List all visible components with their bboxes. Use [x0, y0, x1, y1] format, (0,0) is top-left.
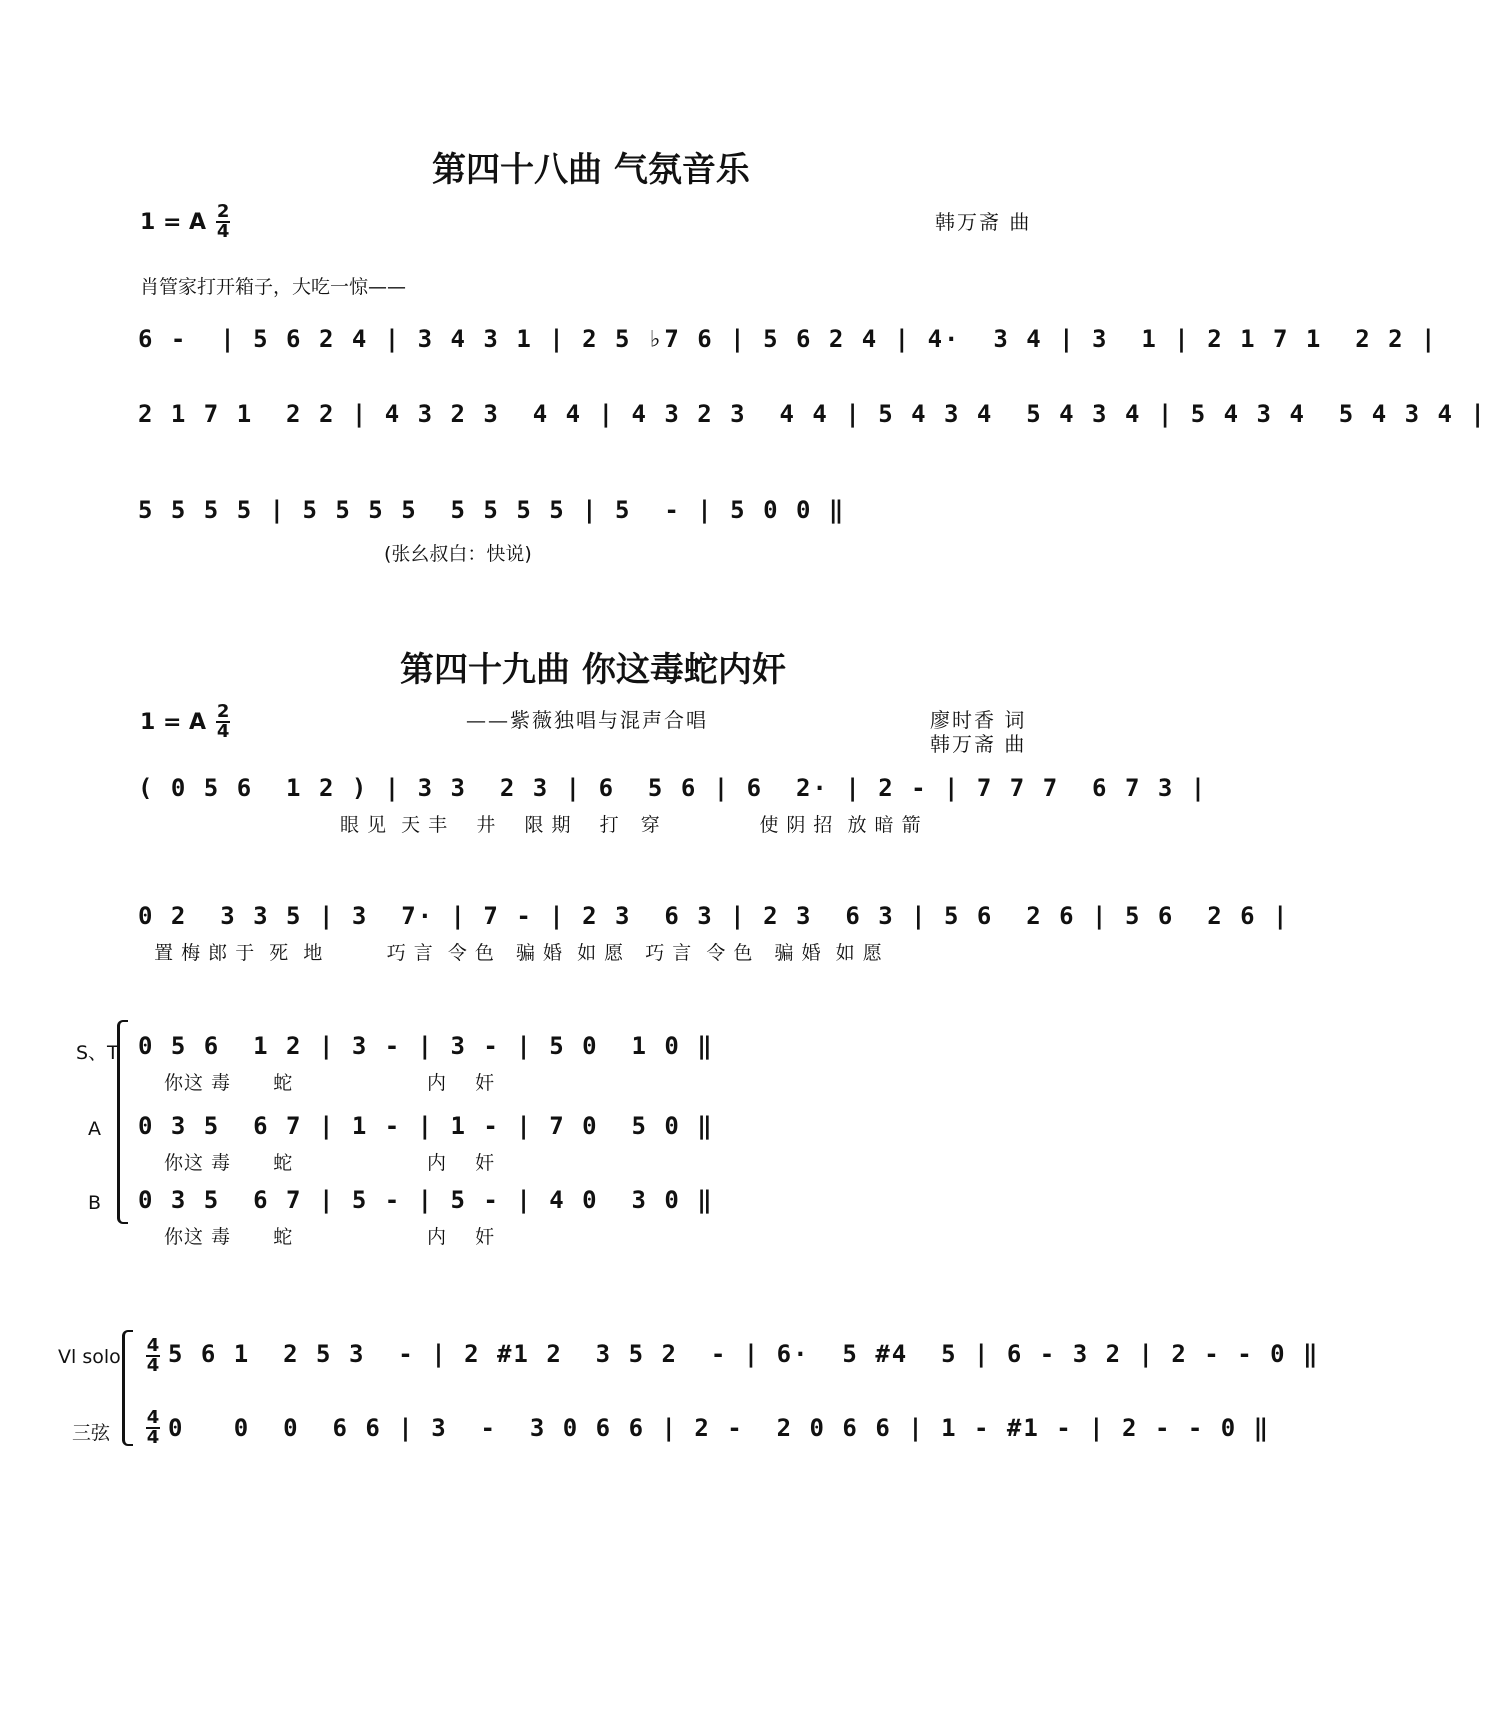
piece48-staff-row-2: 2 1 7 1 2 2 | 4 3 2 3 4 4 | 4 3 2 3 4 4 | 5 4 3 4 5 4 3 4 | 5 4 3 4 5 4 3 4 |: [138, 400, 1487, 428]
piece49-title: 第四十九曲 你这毒蛇内奸: [400, 650, 786, 690]
piece48-speech-note: (张幺叔白：快说): [384, 543, 532, 565]
part-sanxian-notes: 0 0 0 6 6 | 3 - 3 0 6 6 | 2 - 2 0 6 6 | 1 - #1 - | 2 - - 0 ‖: [168, 1414, 1271, 1442]
piece48-title: 第四十八曲 气氛音乐: [432, 150, 750, 190]
part-alto-lyrics: 你这 毒 蛇 内 奸: [164, 1152, 496, 1174]
part-soprano-tenor-lyrics: 你这 毒 蛇 内 奸: [164, 1072, 496, 1094]
part-label-alto: A: [88, 1118, 101, 1140]
piece48-stage-note: 肖管家打开箱子，大吃一惊——: [140, 276, 407, 298]
sanxian-time-signature: $\frac{4}{4}$: [146, 1407, 160, 1448]
piece48-staff-row-1: 6 - | 5 6 2 4 | 3 4 3 1 | 2 5 ♭7 6 | 5 6 2 4 | 4· 3 4 | 3 1 | 2 1 7 1 2 2 |: [138, 325, 1438, 353]
part-alto-notes: 0 3 5 6 7 | 1 - | 1 - | 7 0 5 0 ‖: [138, 1112, 714, 1140]
piece49-lyrics-row-1: 眼 见 天 丰 井 限 期 打 穿 使 阴 招 放 暗 箭: [340, 814, 922, 836]
part-soprano-tenor-notes: 0 5 6 1 2 | 3 - | 3 - | 5 0 1 0 ‖: [138, 1032, 714, 1060]
part-label-sanxian: 三弦: [72, 1422, 111, 1444]
violin-time-signature: $\frac{4}{4}$: [146, 1335, 160, 1376]
piece49-staff-row-1: ( 0 5 6 1 2 ) | 3 3 2 3 | 6 5 6 | 6 2· | 2 - | 7 7 7 6 7 3 |: [138, 774, 1208, 802]
piece49-key-signature: [140, 701, 230, 742]
part-violin-solo-notes: 5 6 1 2 5 3 - | 2 #1 2 3 5 2 - | 6· 5 #4 5 | 6 - 3 2 | 2 - - 0 ‖: [168, 1340, 1320, 1368]
piece48-key: 1 = A: [140, 209, 207, 235]
piece49-lyrics-row-2: 置 梅 郎 于 死 地 巧 言 令 色 骗 婚 如 愿 巧 言 令 色 骗 婚 如 愿: [140, 942, 883, 964]
part-label-soprano-tenor: S、T: [76, 1042, 119, 1064]
piece49-key: 1 = A: [140, 709, 207, 735]
piece49-composer: 韩万斋 曲: [930, 732, 1027, 756]
piece48-staff-row-3: 5 5 5 5 | 5 5 5 5 5 5 5 5 | 5 - | 5 0 0 ‖: [138, 496, 846, 524]
piece49-subtitle: ——紫薇独唱与混声合唱: [466, 708, 708, 732]
piece48-key-signature: [140, 201, 230, 242]
part-label-bass: B: [88, 1192, 102, 1214]
piece49-lyricist: 廖时香 词: [930, 708, 1027, 732]
part-bass-notes: 0 3 5 6 7 | 5 - | 5 - | 4 0 3 0 ‖: [138, 1186, 714, 1214]
piece49-time-signature: $\frac{2}{4}$: [216, 701, 230, 742]
part-label-violin-solo: Vl solo: [58, 1346, 121, 1368]
piece48-composer: 韩万斋 曲: [935, 210, 1032, 234]
instrument-system-brace: [122, 1330, 133, 1446]
piece48-time-signature: $\frac{2}{4}$: [216, 201, 230, 242]
part-bass-lyrics: 你这 毒 蛇 内 奸: [164, 1226, 496, 1248]
piece49-staff-row-2: 0 2 3 3 5 | 3 7· | 7 - | 2 3 6 3 | 2 3 6 3 | 5 6 2 6 | 5 6 2 6 |: [138, 902, 1290, 930]
